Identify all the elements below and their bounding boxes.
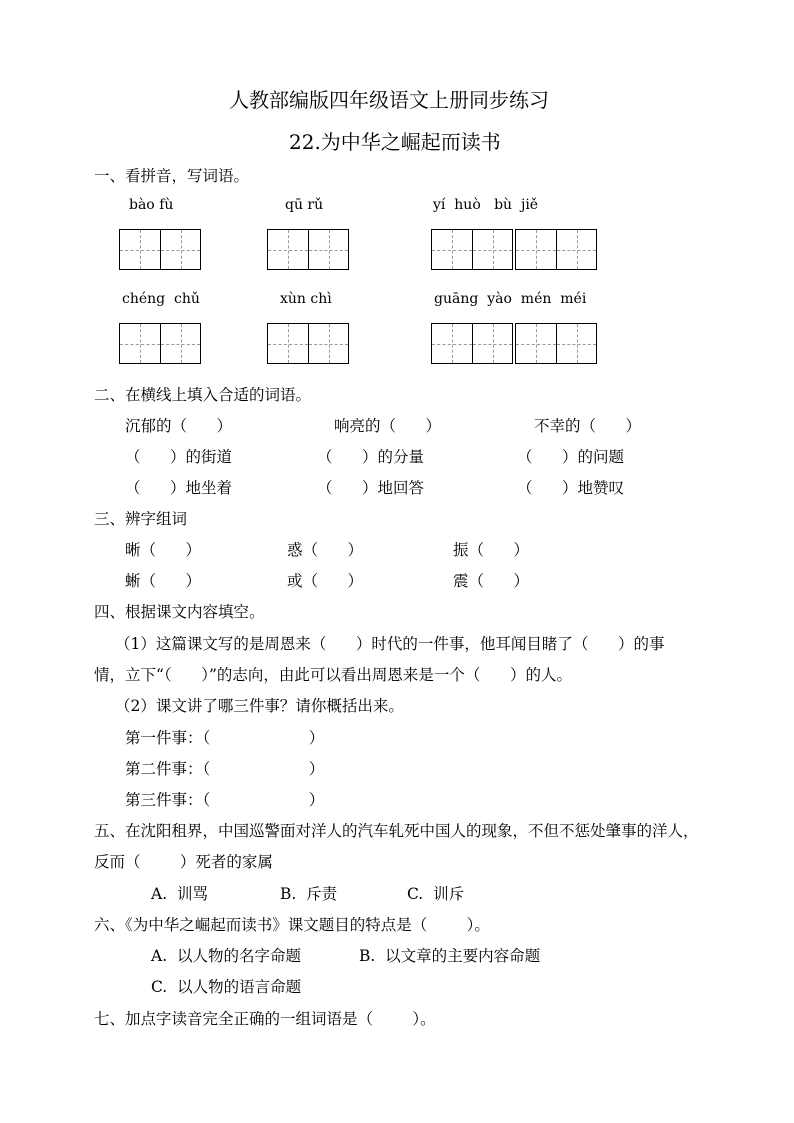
fill-item[interactable]: 沉郁的（ ） bbox=[125, 417, 233, 435]
question-1-line-2: 情，立下“（ ）”的志向，由此可以看出周恩来是一个（ ）的人。 bbox=[94, 666, 572, 684]
option-a[interactable]: A. 以人物的名字命题 bbox=[151, 947, 301, 965]
word-group-item[interactable]: 晰（ ） bbox=[125, 541, 202, 559]
event-answer[interactable]: 第二件事：（ ） bbox=[125, 760, 325, 778]
fill-item[interactable]: 响亮的（ ） bbox=[334, 417, 442, 435]
section-2-heading: 二、在横线上填入合适的词语。 bbox=[94, 386, 312, 404]
fill-item[interactable]: （ ）地回答 bbox=[317, 479, 425, 497]
question-1-line-1: （1）这篇课文写的是周恩来（ ）时代的一件事，他耳闻目睹了（ ）的事 bbox=[115, 635, 665, 653]
section-6-question: 六、《为中华之崛起而读书》课文题目的特点是（ ）。 bbox=[94, 916, 490, 934]
question-2: （2）课文讲了哪三件事？请你概括出来。 bbox=[115, 697, 404, 715]
option-b[interactable]: B. 斥责 bbox=[280, 885, 338, 903]
fill-item[interactable]: （ ）地赞叹 bbox=[517, 479, 625, 497]
writing-grid[interactable] bbox=[267, 229, 349, 270]
fill-item[interactable]: （ ）的问题 bbox=[517, 448, 625, 466]
pinyin-label: guāng yào mén méi bbox=[434, 291, 587, 307]
writing-grid[interactable] bbox=[119, 323, 201, 364]
option-c[interactable]: C. 训斥 bbox=[407, 885, 465, 903]
fill-item[interactable]: （ ）地坐着 bbox=[125, 479, 233, 497]
option-b[interactable]: B. 以文章的主要内容命题 bbox=[359, 947, 541, 965]
writing-grid[interactable] bbox=[515, 229, 597, 270]
event-answer[interactable]: 第三件事：（ ） bbox=[125, 791, 325, 809]
writing-grid[interactable] bbox=[119, 229, 201, 270]
writing-grid[interactable] bbox=[431, 229, 513, 270]
word-group-item[interactable]: 震（ ） bbox=[453, 572, 530, 590]
event-answer[interactable]: 第一件事：（ ） bbox=[125, 729, 325, 747]
writing-grid[interactable] bbox=[515, 323, 597, 364]
pinyin-label: xùn chì bbox=[280, 291, 332, 307]
section-1-heading: 一、看拼音，写词语。 bbox=[94, 167, 250, 185]
pinyin-label: yí huò bù jiě bbox=[433, 197, 539, 213]
word-group-item[interactable]: 惑（ ） bbox=[287, 541, 364, 559]
section-5-line-2: 反而（ ）死者的家属 bbox=[94, 853, 273, 871]
pinyin-label: bào fù bbox=[129, 197, 174, 213]
pinyin-label: chéng chǔ bbox=[122, 291, 200, 307]
section-4-heading: 四、根据课文内容填空。 bbox=[94, 603, 265, 621]
section-5-line-1: 五、在沈阳租界，中国巡警面对洋人的汽车轧死中国人的现象，不但不惩处肇事的洋人， bbox=[94, 822, 699, 840]
fill-item[interactable]: （ ）的分量 bbox=[317, 448, 425, 466]
writing-grid[interactable] bbox=[267, 323, 349, 364]
word-group-item[interactable]: 蜥（ ） bbox=[125, 572, 202, 590]
word-group-item[interactable]: 或（ ） bbox=[287, 572, 364, 590]
word-group-item[interactable]: 振（ ） bbox=[453, 541, 530, 559]
writing-grid[interactable] bbox=[431, 323, 513, 364]
fill-item[interactable]: （ ）的街道 bbox=[125, 448, 233, 466]
pinyin-label: qū rǔ bbox=[285, 197, 324, 213]
section-7-question: 七、加点字读音完全正确的一组词语是（ ）。 bbox=[94, 1010, 436, 1028]
option-c[interactable]: C. 以人物的语言命题 bbox=[151, 978, 302, 996]
fill-item[interactable]: 不幸的（ ） bbox=[534, 417, 642, 435]
worksheet-title: 人教部编版四年级语文上册同步练习 bbox=[229, 88, 549, 112]
option-a[interactable]: A. 训骂 bbox=[151, 885, 208, 903]
section-3-heading: 三、辨字组词 bbox=[94, 510, 188, 528]
lesson-title: 22.为中华之崛起而读书 bbox=[289, 130, 501, 154]
